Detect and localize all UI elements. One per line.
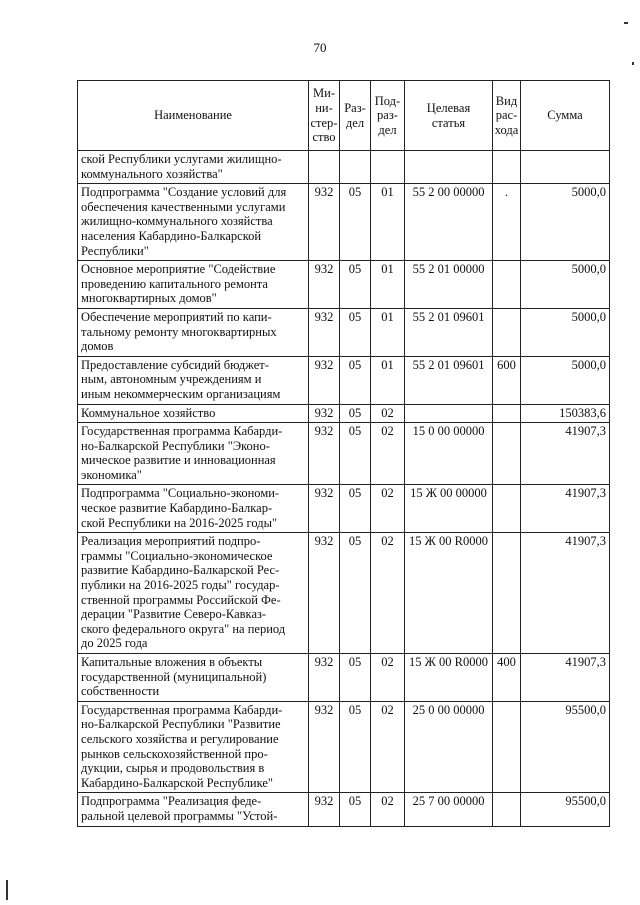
table-row: [78, 793, 610, 826]
header-expense-type: Вид рас- хода: [493, 81, 521, 151]
table-row: [78, 184, 610, 261]
cell-expense-type: [493, 261, 521, 309]
edge-mark: [624, 22, 628, 24]
cell-ministry: 932: [309, 793, 340, 826]
table-row: [78, 404, 610, 423]
cell-name: Государственная программа Кабарди- но-Балкарской Республики "Эконо- мическое развитие и инновационная экономика": [78, 423, 309, 485]
cell-expense-type: [493, 533, 521, 654]
cell-target: 55 2 01 00000: [405, 261, 493, 309]
cell-ministry: 932: [309, 308, 340, 356]
cell-sum: 150383,6: [521, 404, 610, 423]
header-section: Раз- дел: [340, 81, 371, 151]
cell-section: 05: [340, 654, 371, 702]
cell-target: 15 0 00 00000: [405, 423, 493, 485]
cell-ministry: 932: [309, 404, 340, 423]
cell-ministry: 932: [309, 356, 340, 404]
header-ministry: Ми- ни- стер- ство: [309, 81, 340, 151]
header-target: Целевая статья: [405, 81, 493, 151]
cell-expense-type: .: [493, 184, 521, 261]
page-number: 70: [313, 40, 327, 55]
cell-subsection: 01: [371, 356, 405, 404]
budget-table: [77, 80, 610, 827]
table-row: [78, 356, 610, 404]
cell-target: 55 2 01 09601: [405, 356, 493, 404]
header-row: [78, 81, 610, 151]
cell-name: Основное мероприятие "Содействие проведению капитального ремонта многоквартирных домов": [78, 261, 309, 309]
cell-subsection: 02: [371, 404, 405, 423]
cell-expense-type: [493, 485, 521, 533]
cell-name: Предоставление субсидий бюджет- ным, автономным учреждениям и иным некоммерческим организациям: [78, 356, 309, 404]
header-subsection: Под- раз- дел: [371, 81, 405, 151]
cell-expense-type: [493, 793, 521, 826]
header-sum: Сумма: [521, 81, 610, 151]
cell-expense-type: [493, 151, 521, 184]
cell-sum: 95500,0: [521, 793, 610, 826]
cell-name: Государственная программа Кабарди- но-Балкарской Республики "Развитие сельского хозяйства и регулирование рынков сельскохозяйственной про- дукции, сырья и продовольствия в Кабардино-Балкарской Республике": [78, 701, 309, 793]
cell-section: 05: [340, 404, 371, 423]
cell-subsection: 02: [371, 654, 405, 702]
cell-sum: 5000,0: [521, 308, 610, 356]
table-row: [78, 151, 610, 184]
cell-name: Подпрограмма "Социально-экономи- ческое развитие Кабардино-Балкар- ской Республики на 2016-2025 годы": [78, 485, 309, 533]
cell-section: 05: [340, 793, 371, 826]
cell-subsection: 01: [371, 261, 405, 309]
cell-ministry: 932: [309, 701, 340, 793]
cell-subsection: 02: [371, 701, 405, 793]
header-name: Наименование: [78, 81, 309, 151]
cell-expense-type: [493, 404, 521, 423]
cell-ministry: 932: [309, 261, 340, 309]
cell-subsection: 01: [371, 184, 405, 261]
cell-section: 05: [340, 485, 371, 533]
cell-name: Подпрограмма "Реализация феде- ральной целевой программы "Устой-: [78, 793, 309, 826]
cell-target: 25 0 00 00000: [405, 701, 493, 793]
cell-section: 05: [340, 184, 371, 261]
cell-ministry: 932: [309, 533, 340, 654]
cell-subsection: [371, 151, 405, 184]
cell-name: ской Республики услугами жилищно- коммунального хозяйства": [78, 151, 309, 184]
cell-sum: 41907,3: [521, 654, 610, 702]
cell-target: 15 Ж 00 R0000: [405, 533, 493, 654]
cell-expense-type: [493, 701, 521, 793]
cell-target: 55 2 01 09601: [405, 308, 493, 356]
cell-ministry: [309, 151, 340, 184]
cell-subsection: 01: [371, 308, 405, 356]
cell-expense-type: [493, 308, 521, 356]
edge-mark: [632, 62, 634, 65]
cell-name: Обеспечение мероприятий по капи- тальному ремонту многоквартирных домов: [78, 308, 309, 356]
cell-name: Подпрограмма "Создание условий для обеспечения качественными услугами жилищно-коммунального хозяйства населения Кабардино-Балкарской Республики": [78, 184, 309, 261]
cell-target: 15 Ж 00 R0000: [405, 654, 493, 702]
table-row: [78, 308, 610, 356]
cell-subsection: 02: [371, 423, 405, 485]
table-row: [78, 423, 610, 485]
cell-section: 05: [340, 356, 371, 404]
cell-subsection: 02: [371, 533, 405, 654]
cell-sum: 5000,0: [521, 261, 610, 309]
cell-target: 55 2 00 00000: [405, 184, 493, 261]
cell-name: Реализация мероприятий подпро- граммы "Социально-экономическое развитие Кабардино-Балкарской Рес- публики на 2016-2025 годы" государ- ственной программы Российской Фе- дерации "Развитие Северо-Кавказ- ского федерального округа" на период до 2025 года: [78, 533, 309, 654]
table-row: [78, 261, 610, 309]
cell-target: [405, 151, 493, 184]
cell-ministry: 932: [309, 184, 340, 261]
cell-name: Коммунальное хозяйство: [78, 404, 309, 423]
cell-section: 05: [340, 701, 371, 793]
cell-sum: 95500,0: [521, 701, 610, 793]
cell-section: 05: [340, 423, 371, 485]
cell-subsection: 02: [371, 793, 405, 826]
cell-expense-type: 400: [493, 654, 521, 702]
cell-name: Капитальные вложения в объекты государственной (муниципальной) собственности: [78, 654, 309, 702]
cell-target: 15 Ж 00 00000: [405, 485, 493, 533]
cell-ministry: 932: [309, 423, 340, 485]
cell-ministry: 932: [309, 485, 340, 533]
table-row: [78, 654, 610, 702]
cell-target: 25 7 00 00000: [405, 793, 493, 826]
cell-sum: 41907,3: [521, 533, 610, 654]
cell-expense-type: 600: [493, 356, 521, 404]
cell-section: 05: [340, 533, 371, 654]
edge-mark: [6, 880, 8, 900]
cell-sum: [521, 151, 610, 184]
table-row: [78, 533, 610, 654]
cell-target: [405, 404, 493, 423]
cell-ministry: 932: [309, 654, 340, 702]
cell-expense-type: [493, 423, 521, 485]
cell-section: 05: [340, 308, 371, 356]
table-row: [78, 485, 610, 533]
cell-sum: 5000,0: [521, 184, 610, 261]
cell-sum: 41907,3: [521, 485, 610, 533]
cell-subsection: 02: [371, 485, 405, 533]
cell-sum: 5000,0: [521, 356, 610, 404]
cell-sum: 41907,3: [521, 423, 610, 485]
table-row: [78, 701, 610, 793]
cell-section: [340, 151, 371, 184]
cell-section: 05: [340, 261, 371, 309]
